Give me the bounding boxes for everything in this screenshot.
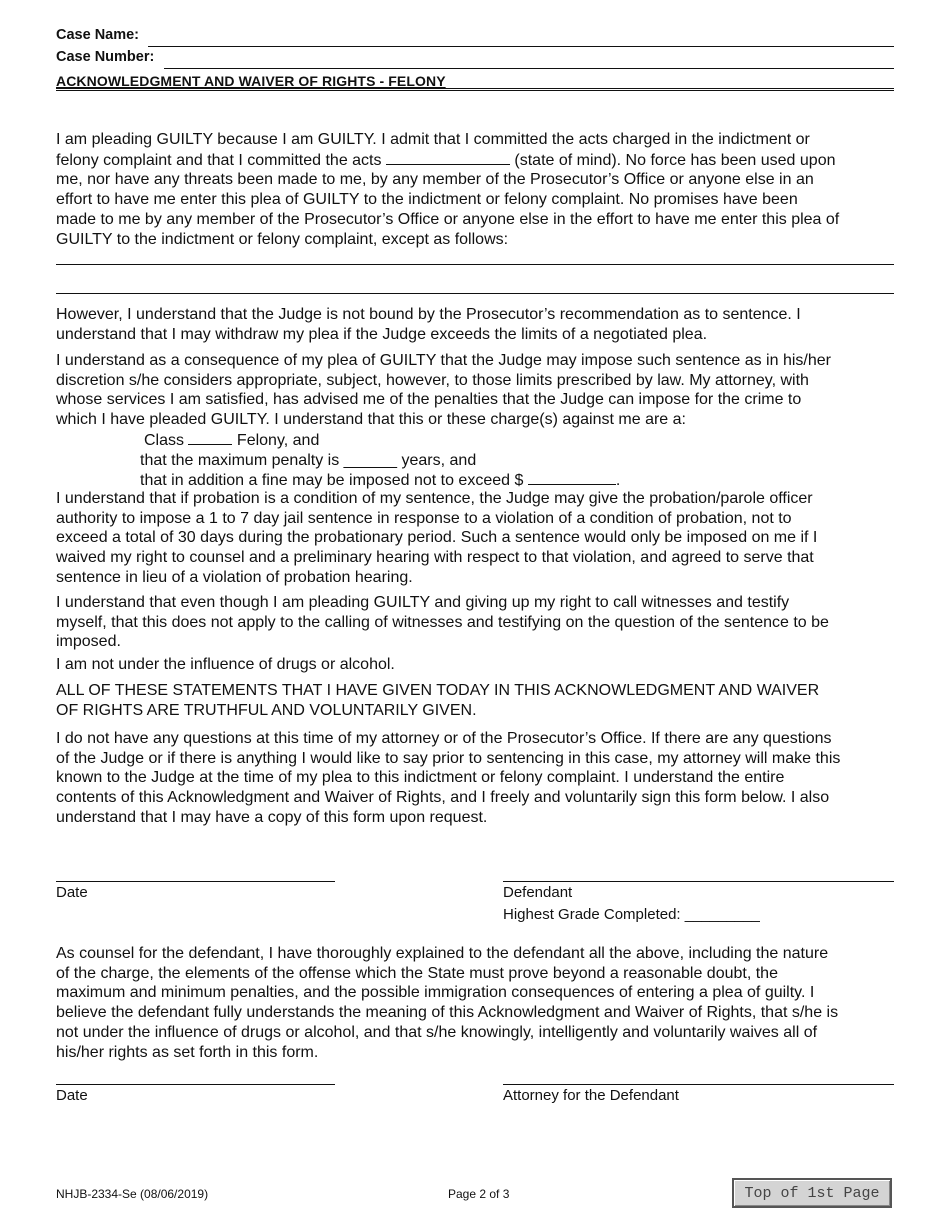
- state-of-mind-blank[interactable]: [386, 150, 510, 165]
- case-name-label: Case Name:: [56, 27, 140, 43]
- attorney-date-label: Date: [56, 1087, 88, 1104]
- case-number-row: [56, 49, 894, 69]
- attorney-label: Attorney for the Defendant: [503, 1087, 679, 1104]
- guilty-plea-paragraph: I am pleading GUILTY because I am GUILTY. I admit that I committed the acts charged in the indictment or felony complaint and that I committed the acts (state of mind). No force has been used upon me, nor have any threats been made to me, by any member of the Prosecutor’s Office or anyone else in an effort to have me enter this plea of GUILTY to the indictment or felony complaint. No promises have been made to me by any member of the Prosecutor’s Office or anyone else in the effort to have me enter this plea of GUILTY to the indictment or felony complaint, except as follows:: [56, 131, 840, 248]
- attorney-signature-line[interactable]: [503, 1084, 894, 1085]
- highest-grade-label: Highest Grade Completed: _________: [503, 906, 760, 923]
- counsel-paragraph: As counsel for the defendant, I have thoroughly explained to the defendant all the above, including the nature of the charge, the elements of the offense which the State must prove beyond a reasonable doubt, the maximum and minimum penalties, and the possible immigration consequences of entering a plea of guilty. I believe the defendant fully understands the meaning of this Acknowledgment and Waiver of Rights, that s/he is not under the influence of drugs or alcohol, and that s/he knowingly, intelligently and voluntarily waives all of his/her rights as set forth in this form.: [56, 945, 839, 1061]
- influence-statement: I am not under the influence of drugs or alcohol.: [56, 656, 395, 673]
- witnesses-paragraph: I understand that even though I am pleading GUILTY and giving up my right to call witnesses and testify myself, that this does not apply to the calling of witnesses and testifying on the question of the sentence to be imposed.: [56, 594, 829, 651]
- probation-paragraph: I understand that if probation is a condition of my sentence, the Judge may give the probation/parole officer authority to impose a 1 to 7 day jail sentence in response to a violation of a condition of probation, not to exceed a total of 30 days during the probationary period. Such a sentence would only be imposed on me if I waived my right to counsel and a preliminary hearing with respect to that violation, and agreed to serve that sentence in lieu of a violation of probation hearing.: [56, 490, 818, 586]
- judge-not-bound-paragraph: However, I understand that the Judge is not bound by the Prosecutor’s recommendation as to sentence. I understand that I may withdraw my plea if the Judge exceeds the limits of a negotiated plea.: [56, 306, 801, 343]
- defendant-date-line[interactable]: [56, 881, 335, 882]
- fine-amount-blank[interactable]: [528, 470, 616, 485]
- defendant-date-label: Date: [56, 884, 88, 901]
- form-title: ACKNOWLEDGMENT AND WAIVER OF RIGHTS - FELONY: [56, 73, 446, 89]
- page-number: Page 2 of 3: [448, 1187, 510, 1201]
- truthful-statement: ALL OF THESE STATEMENTS THAT I HAVE GIVEN TODAY IN THIS ACKNOWLEDGMENT AND WAIVER OF RIGHTS ARE TRUTHFUL AND VOLUNTARILY GIVEN.: [56, 682, 820, 719]
- max-penalty-blank[interactable]: ______: [343, 451, 398, 469]
- defendant-signature-line[interactable]: [503, 881, 894, 882]
- top-of-first-page-button[interactable]: Top of 1st Page: [732, 1178, 892, 1208]
- title-underline: [56, 88, 894, 89]
- questions-paragraph: I do not have any questions at this time of my attorney or of the Prosecutor’s Office. If there are any questions of the Judge or if there is anything I would like to say prior to sentencing in this case, my attorney will make this known to the Judge at the time of my plea to this indictment or felony complaint. I understand the entire contents of this Acknowledgment and Waiver of Rights, and I freely and voluntarily sign this form below. I also understand that I may have a copy of this form upon request.: [56, 730, 841, 826]
- case-number-field[interactable]: [164, 68, 894, 69]
- case-name-row: [56, 27, 894, 47]
- exceptions-line-1[interactable]: [56, 264, 894, 265]
- attorney-date-line[interactable]: [56, 1084, 335, 1085]
- consequence-paragraph: I understand as a consequence of my plea of GUILTY that the Judge may impose such sentence as in his/her discretion s/he considers appropriate, subject, however, to those limits prescribed by law. My attorney, with whose services I am satisfied, has advised me of the penalties that the Judge can impose for the crime to which I have pleaded GUILTY. I understand that this or these charge(s) against me are a: Class Felony, and that the maximum penalty is ______ years, and that in addition a fine may be imposed not to exceed $ .: [56, 352, 831, 490]
- case-name-field[interactable]: [148, 46, 894, 47]
- form-id: NHJB-2334-Se (08/06/2019): [56, 1187, 209, 1201]
- defendant-label: Defendant: [503, 884, 573, 901]
- exceptions-line-2[interactable]: [56, 293, 894, 294]
- case-number-label: Case Number:: [56, 49, 155, 65]
- felony-class-blank[interactable]: [188, 430, 232, 445]
- title-underline-second: [56, 90, 894, 91]
